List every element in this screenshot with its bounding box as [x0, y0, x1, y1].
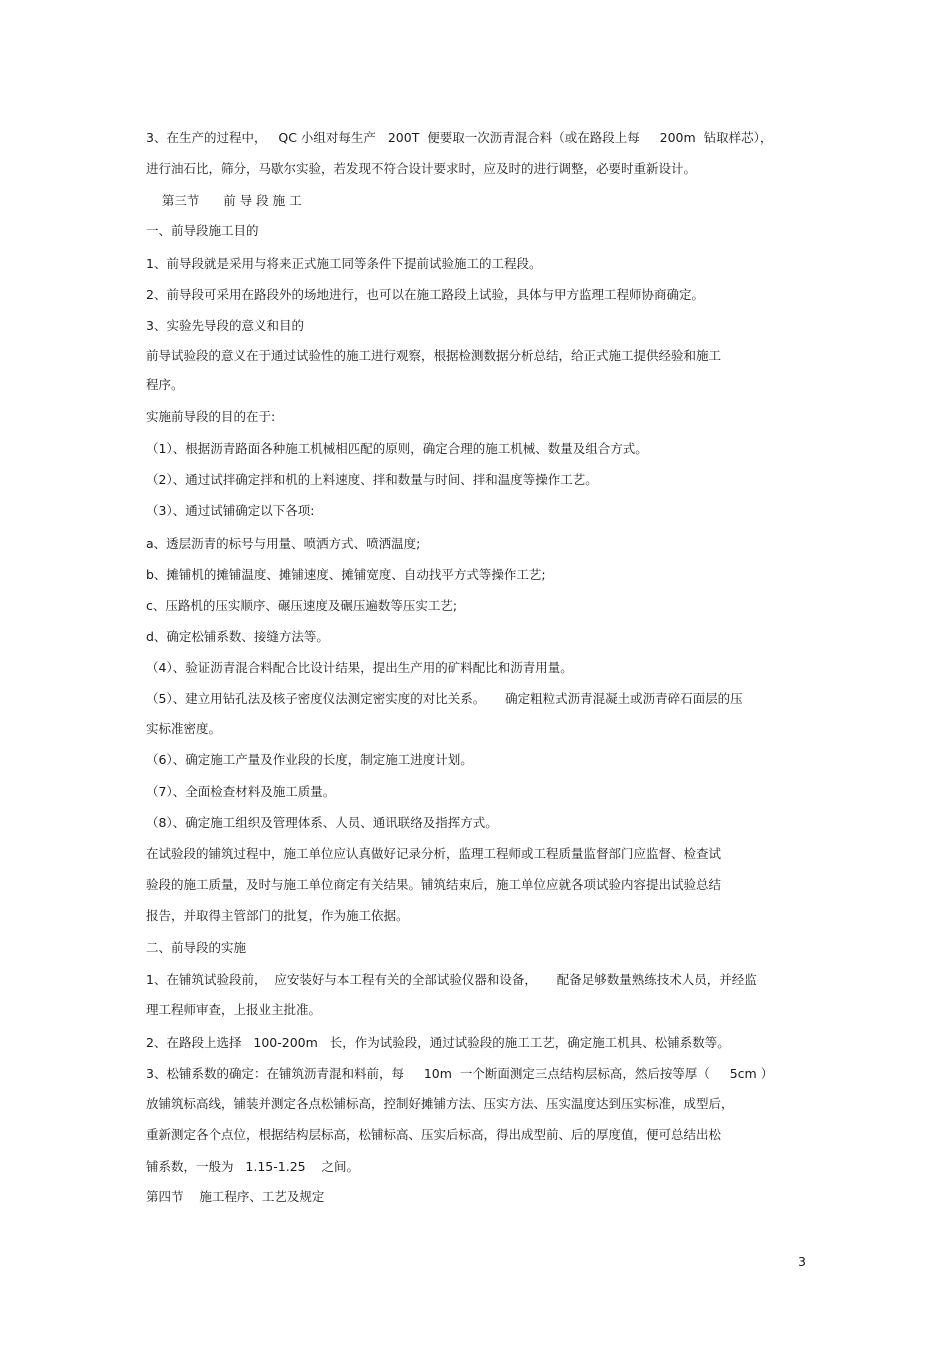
text-line: 进行油石比，筛分，马歇尔实验，若发现不符合设计要求时，应及时的进行调整，必要时重新设计。	[146, 161, 697, 176]
list-item: （5）、建立用钻孔法及核子密度仪法测定密实度的对比关系。 确定粗粒式沥青混凝土或沥青碎石面层的压	[146, 691, 743, 706]
text-line: 在试验段的铺筑过程中，施工单位应认真做好记录分析，监理工程师或工程质量监督部门应监督、检查试	[146, 846, 722, 861]
list-item: （1）、根据沥青路面各种施工机械相匹配的原则，确定合理的施工机械、数量及组合方式。	[146, 441, 648, 456]
text-line: 3、实验先导段的意义和目的	[146, 318, 304, 333]
text-line: 3、松铺系数的确定：在铺筑沥青混和料前，每 10m 一个断面测定三点结构层标高，然后按等厚（ 5cm ）	[146, 1066, 774, 1081]
text-line: 程序。	[146, 377, 184, 392]
text-line: 3、在生产的过程中， QC 小组对每生产 200T 便要取一次沥青混合料（或在路段上每 200m 钻取样芯），	[146, 130, 773, 145]
text-line: 实标准密度。	[146, 721, 222, 736]
text-line: 放铺筑标高线，铺装并测定各点松铺标高，控制好摊铺方法、压实方法、压实温度达到压实标准，成型后，	[146, 1096, 734, 1111]
list-item: （7）、全面检查材料及施工质量。	[146, 784, 336, 799]
text-line: 前导试验段的意义在于通过试验性的施工进行观察，根据检测数据分析总结，给正式施工提供经验和施工	[146, 348, 722, 363]
text-line: 验段的施工质量，及时与施工单位商定有关结果。铺筑结束后，施工单位应就各项试验内容提出试验总结	[146, 877, 722, 892]
text-line: 重新测定各个点位，根据结构层标高，松铺标高、压实后标高，得出成型前、后的厚度值，便可总结出松	[146, 1127, 722, 1142]
text-line: 实施前导段的目的在于:	[146, 409, 276, 424]
subheading: 二、前导段的实施	[146, 940, 247, 955]
list-item: d、确定松铺系数、接缝方法等。	[146, 629, 329, 644]
section-heading: 第三节 前 导 段 施 工	[146, 193, 302, 208]
list-item: （6）、确定施工产量及作业段的长度，制定施工进度计划。	[146, 752, 473, 767]
text-line: 理工程师审查，上报业主批准。	[146, 1002, 322, 1017]
list-item: （3）、通过试铺确定以下各项:	[146, 503, 315, 518]
text-line: 1、前导段就是采用与将来正式施工同等条件下提前试验施工的工程段。	[146, 256, 542, 271]
text-line: 2、前导段可采用在路段外的场地进行，也可以在施工路段上试验，具体与甲方监理工程师协商确定。	[146, 287, 704, 302]
list-item: （4）、验证沥青混合料配合比设计结果，提出生产用的矿料配比和沥青用量。	[146, 660, 573, 675]
list-item: （2）、通过试拌确定拌和机的上料速度、拌和数量与时间、拌和温度等操作工艺。	[146, 472, 598, 487]
list-item: a、透层沥青的标号与用量、喷洒方式、喷洒温度;	[146, 536, 421, 551]
text-line: 铺系数，一般为 1.15-1.25 之间。	[146, 1159, 359, 1174]
list-item: （8）、确定施工组织及管理体系、人员、通讯联络及指挥方式。	[146, 815, 498, 830]
section-heading: 第四节 施工程序、工艺及规定	[146, 1189, 325, 1204]
text-line: 2、在路段上选择 100-200m 长，作为试验段，通过试验段的施工工艺，确定施工机具、松铺系数等。	[146, 1035, 730, 1050]
subheading: 一、前导段施工目的	[146, 223, 259, 238]
text-line: 1、在铺筑试验段前， 应安装好与本工程有关的全部试验仪器和设备， 配备足够数量熟练技术人员，并经监	[146, 972, 757, 987]
list-item: c、压路机的压实顺序、碾压速度及碾压遍数等压实工艺;	[146, 598, 458, 613]
page-number: 3	[798, 1254, 806, 1269]
list-item: b、摊铺机的摊铺温度、摊铺速度、摊铺宽度、自动找平方式等操作工艺;	[146, 567, 546, 582]
text-line: 报告，并取得主管部门的批复，作为施工依据。	[146, 908, 409, 923]
